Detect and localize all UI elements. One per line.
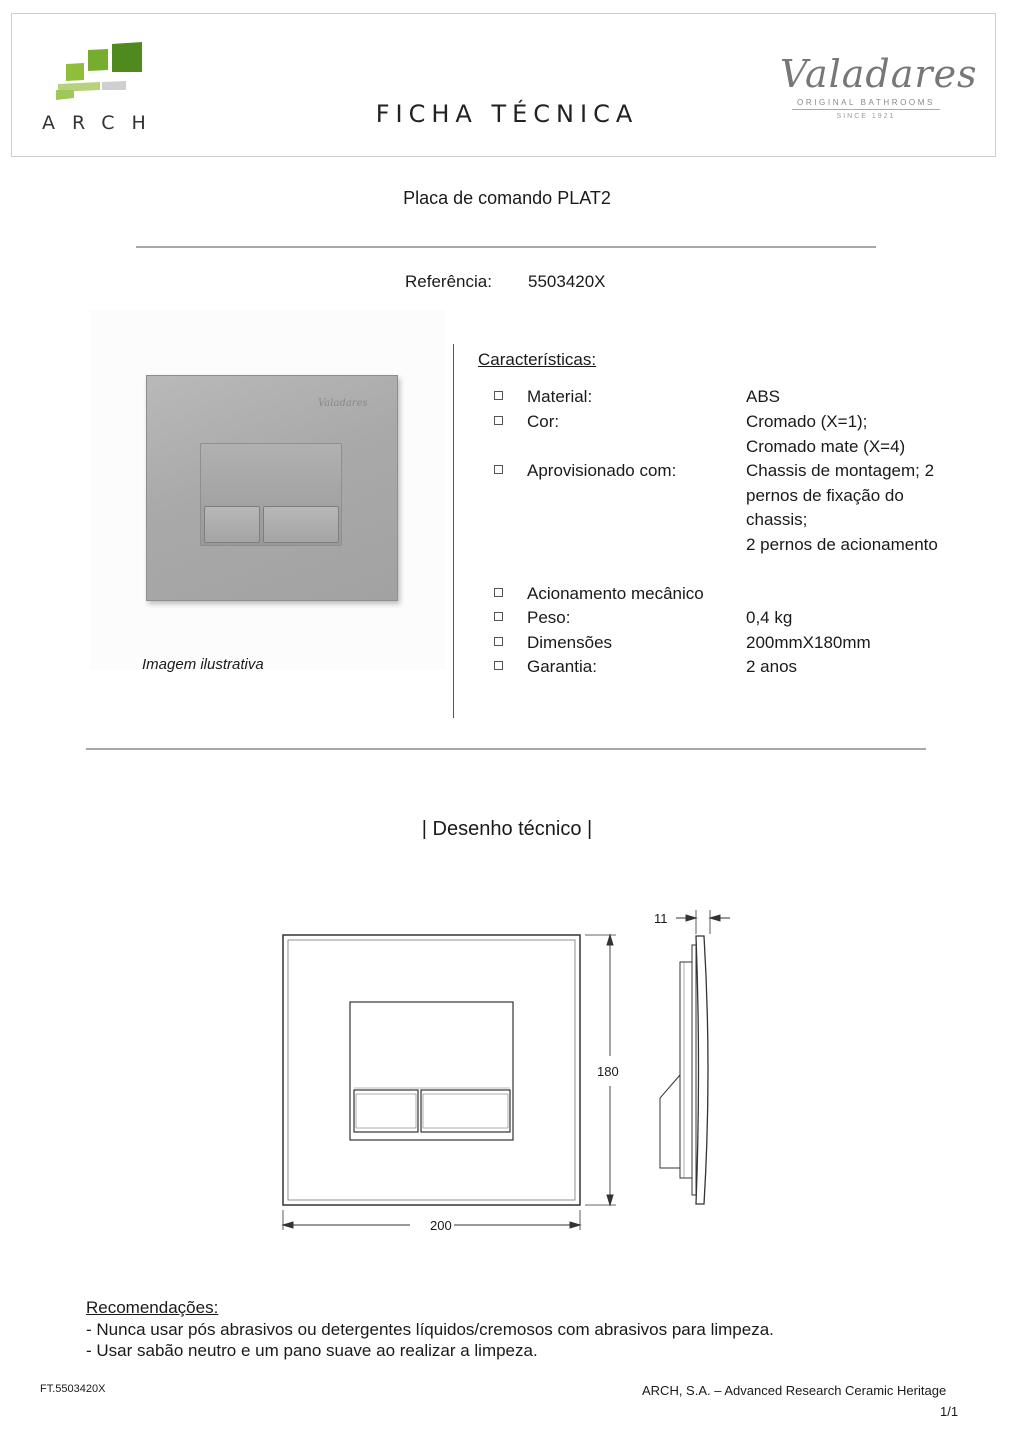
checkbox-icon [494, 391, 503, 400]
characteristics-heading: Características: [478, 350, 597, 369]
recommendation-item: - Usar sabão neutro e um pano suave ao realizar a limpeza. [86, 1341, 538, 1360]
divider-top [136, 246, 876, 248]
height-dimension-label: 180 [597, 1064, 619, 1079]
front-view-small-button [354, 1090, 418, 1132]
checkbox-icon [494, 637, 503, 646]
depth-dimension-label: 11 [654, 911, 668, 926]
recommendation-item: - Nunca usar pós abrasivos ou detergentes líquidos/cremosos com abrasivos para limpeza. [86, 1320, 774, 1339]
sheet-title: FICHA TÉCNICA [375, 100, 639, 128]
technical-drawing [260, 900, 760, 1240]
reference-label: Referência: [405, 272, 492, 291]
checkbox-icon [494, 416, 503, 425]
checkbox-icon [494, 661, 503, 670]
checkbox-icon [494, 612, 503, 621]
image-caption: Imagem ilustrativa [142, 656, 264, 673]
divider-middle [86, 748, 926, 750]
document-code: FT.5503420X [40, 1383, 106, 1395]
brand-since: SINCE 1921 [836, 113, 896, 120]
checkbox-icon [494, 465, 503, 474]
drawing-title: | Desenho técnico | [421, 818, 593, 840]
plate-brand-mark: Valadares [318, 398, 368, 409]
front-view-large-button [421, 1090, 510, 1132]
page-number: 1/1 [940, 1404, 959, 1419]
front-view-outline [283, 935, 580, 1205]
recommendations-heading: Recomendações: [86, 1298, 219, 1317]
valadares-logo: Valadares [780, 52, 978, 96]
front-view-recess [350, 1002, 513, 1140]
brand-tagline: ORIGINAL BATHROOMS [792, 98, 940, 110]
side-view-plate [696, 936, 708, 1204]
width-dimension-label: 200 [430, 1218, 452, 1233]
plate-small-button [204, 506, 260, 543]
checkbox-icon [494, 588, 503, 597]
vertical-divider [453, 344, 454, 718]
arch-wordmark: ARCH [42, 112, 163, 134]
plate-large-button [263, 506, 339, 543]
reference-value: 5503420X [528, 272, 606, 291]
company-name: ARCH, S.A. – Advanced Research Ceramic Heritage [642, 1383, 947, 1398]
product-title: Placa de comando PLAT2 [403, 188, 611, 208]
